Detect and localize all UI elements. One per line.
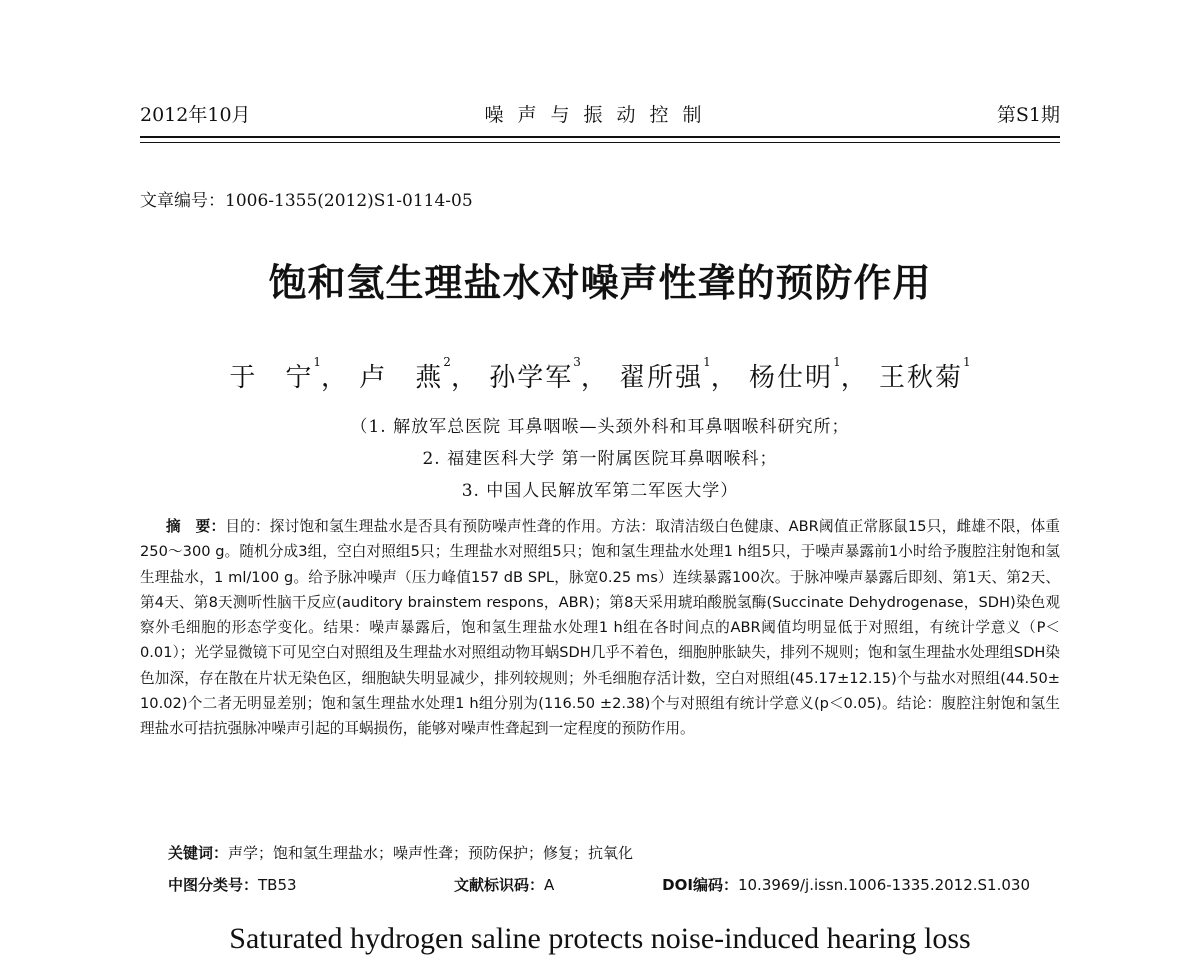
author [229,355,322,393]
running-header [140,100,1060,130]
author [359,355,451,393]
header-date: 2012年10月 [140,104,251,126]
author-affiliation-mark: 2 [443,355,451,369]
doi [662,874,1030,895]
keywords [168,842,633,863]
author [749,355,841,393]
author-name: 于 宁 [229,363,314,393]
author [619,355,711,393]
clc-number [168,874,297,895]
author-affiliation-mark: 1 [833,355,841,369]
author-name: 卢 燕 [359,363,444,393]
author-affiliation-mark: 1 [313,355,322,369]
author-affiliation-mark: 3 [573,355,581,369]
article-number: 文章编号：1006-1355(2012)S1-0114-05 [140,191,473,211]
classification-row [168,874,1060,896]
affiliation-line: 2. 福建医科大学 第一附属医院耳鼻咽喉科； [422,449,778,469]
abstract-label: 摘 要： [166,518,226,535]
keywords-text: 声学；饱和氢生理盐水；噪声性聋；预防保护；修复；抗氧化 [228,844,634,862]
author-name: 王秋菊 [878,363,963,393]
author [489,355,581,393]
abstract [140,514,1060,742]
header-issue: 第S1期 [996,104,1060,126]
clc-value: TB53 [258,876,297,894]
author-affiliation-mark: 1 [703,355,711,369]
affiliation-line: （1. 解放军总医院 耳鼻咽喉—头颈外科和耳鼻咽喉科研究所； [350,417,850,437]
document-code [454,874,554,895]
english-title: Saturated hydrogen saline protects noise-induced hearing loss [229,922,971,955]
header-rule-thick [140,136,1060,138]
header-journal-name: 噪声与振动控制 [484,104,716,126]
author [878,355,971,393]
author-name: 翟所强 [619,363,704,393]
paper-title: 饱和氢生理盐水对噪声性聋的预防作用 [268,261,932,305]
document-code-value: A [544,876,555,894]
header-rule-thin [140,142,1060,143]
affiliation-line: 3. 中国人民解放军第二军医大学） [461,481,739,501]
author-name: 杨仕明 [749,363,834,393]
author-affiliation-mark: 1 [962,355,971,369]
abstract-text: 目的：探讨饱和氢生理盐水是否具有预防噪声性聋的作用。方法：取清洁级白色健康、ABR阈值正常豚鼠15只，雌雄不限，体重250～300 g。随机分成3组，空白对照组5只；生理盐水对照组5只；饱和氢生理盐水处理1 h组5只，于噪声暴露前1小时给予腹腔注射饱和氢生理盐水，1 ml/100 g。给予脉冲噪声（压力峰值157 dB SPL，脉宽0.25 ms）连续暴露100次。于脉冲噪声暴露后即刻、第1天、第2天、第4天、第8天测听性脑干反应(auditory brainstem respons，ABR)；第8天采用琥珀酸脱氢酶(Succinate Dehydrogenase，SDH)染色观察外毛细胞的形态学变化。结果：噪声暴露后，饱和氢生理盐水处理1 h组在各时间点的ABR阈值均明显低于对照组，有统计学意义（P＜0.01）；光学显微镜下可见空白对照组及生理盐水对照组动物耳蜗SDH几乎不着色，细胞肿胀缺失，排列不规则；饱和氢生理盐水处理组SDH染色加深，存在散在片状无染色区，细胞缺失明显减少，排列较规则；外毛细胞存活计数，空白对照组(45.17±12.15)个与盐水对照组(44.50± 10.02)个二者无明显差别；饱和氢生理盐水处理1 h组分别为(116.50 ±2.38)个与对照组有统计学意义(p＜0.05)。结论：腹腔注射饱和氢生理盐水可拮抗强脉冲噪声引起的耳蜗损伤，能够对噪声性聋起到一定程度的预防作用。 [140,518,1060,738]
doi-label: DOI编码： [662,876,738,894]
author-name: 孙学军 [489,363,574,393]
author-list: 于 宁$^1$， 卢 燕$^2$， 孙学军$^3$， 翟所强$^1$， 杨仕明$^1$， 王秋菊$^1$ [229,355,971,393]
doi-value: 10.3969/j.issn.1006-1335.2012.S1.030 [737,876,1030,894]
document-code-label: 文献标识码： [454,876,545,894]
keywords-label: 关键词： [168,844,229,862]
clc-label: 中图分类号： [168,876,259,894]
